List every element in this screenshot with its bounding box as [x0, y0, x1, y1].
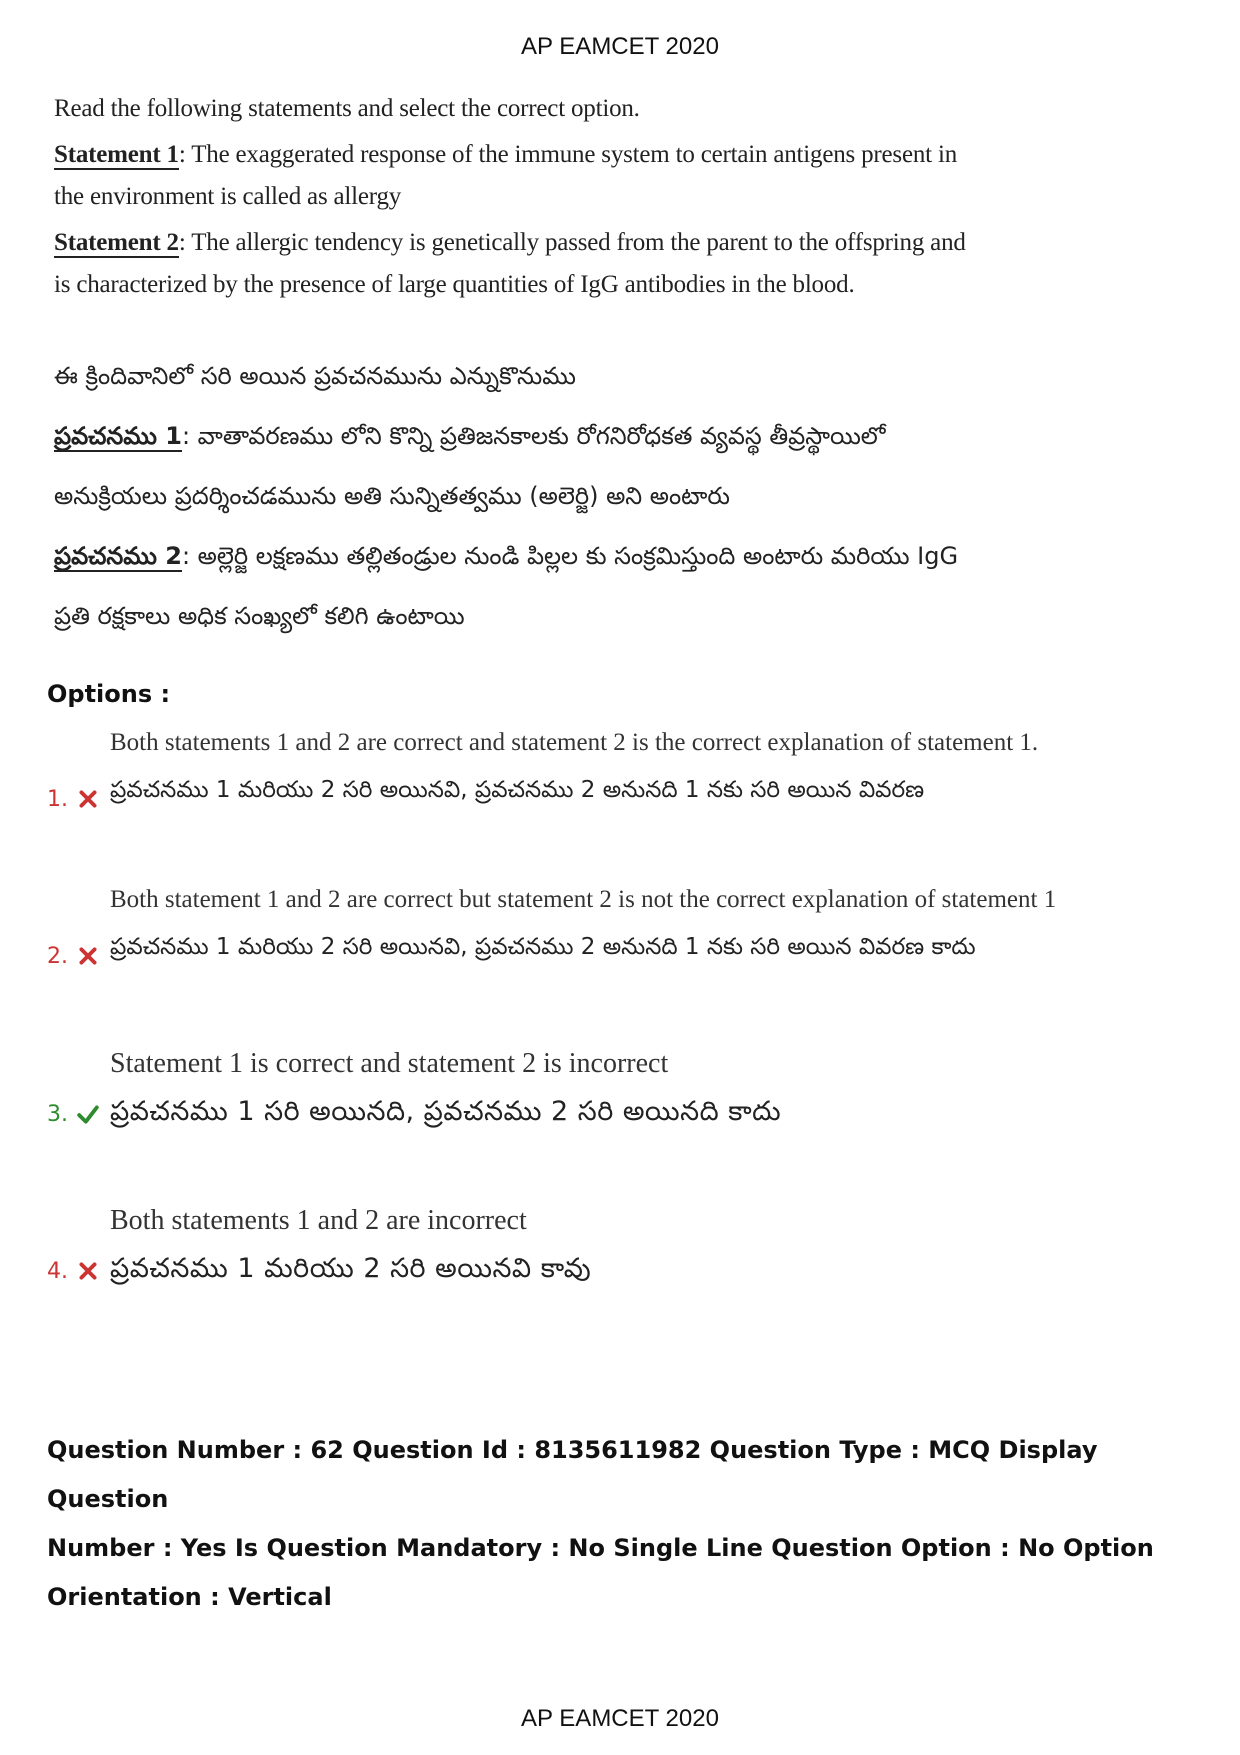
- page-footer: AP EAMCET 2020: [521, 1705, 719, 1732]
- option-3[interactable]: [47, 1040, 1047, 1160]
- question-metadata: [47, 1426, 1187, 1622]
- option-text-en: Both statements 1 and 2 are correct and statement 2 is the correct explanation of statement 1.: [110, 729, 1039, 756]
- option-text-en: Both statement 1 and 2 are correct but statement 2 is not the correct explanation of statement 1: [110, 886, 1057, 913]
- option-number: 2.: [47, 944, 68, 969]
- options-label: Options :: [47, 680, 171, 708]
- option-number: 1.: [47, 787, 68, 812]
- statement-2-en: [54, 222, 1014, 306]
- statement-1-te-cont: అనుక్రియలు ప్రదర్శించడమును అతి సున్నితత్వము (అలెర్జి) అని అంటారు: [54, 482, 730, 510]
- statement-2-te-cont: ప్రతి రక్షకాలు అధిక సంఖ్యలో కలిగి ఉంటాయి: [54, 602, 465, 630]
- option-text-en: Both statements 1 and 2 are incorrect: [110, 1205, 527, 1236]
- statement-2-text-b: is characterized by the presence of large quantities of IgG antibodies in the blood.: [54, 271, 855, 298]
- statement-2-label: Statement 2: [54, 229, 179, 256]
- cross-icon: [77, 788, 99, 810]
- te-statement-1-label: ప్రవచనము 1: [54, 422, 182, 450]
- option-text-te: ప్రవచనము 1 మరియు 2 సరి అయినవి, ప్రవచనము 2 అనునది 1 నకు సరి అయిన వివరణ: [110, 777, 925, 803]
- cross-icon: [77, 945, 99, 967]
- statement-1-text-a: : The exaggerated response of the immune system to certain antigens present in: [178, 141, 957, 168]
- statement-2-text-a: : The allergic tendency is genetically passed from the parent to the offspring and: [178, 229, 966, 256]
- instruction-te: ఈ క్రిందివానిలో సరి అయిన ప్రవచనమును ఎన్నుకొనుము: [54, 362, 576, 390]
- cross-icon: [77, 1260, 99, 1282]
- statement-1-te: [54, 406, 1014, 466]
- statement-2-te: [54, 526, 1014, 586]
- te-statement-2-text-a: : అల్లెర్జి లక్షణము తల్లితండ్రుల నుండి పిల్లల కు సంక్రమిస్తుంది అంటారు మరియు IgG: [181, 542, 959, 570]
- option-4[interactable]: [47, 1197, 1047, 1317]
- metadata-line-3: Orientation : Vertical: [47, 1583, 332, 1611]
- option-2[interactable]: [47, 882, 1057, 1002]
- te-statement-1-text-a: : వాతావరణము లోని కొన్ని ప్రతిజనకాలకు రోగనిరోధకత వ్యవస్థ తీవ్రస్థాయిలో: [181, 422, 886, 450]
- option-1[interactable]: [47, 725, 1047, 845]
- option-text-te: ప్రవచనము 1 మరియు 2 సరి అయినవి కావు: [110, 1253, 592, 1284]
- te-statement-2-label: ప్రవచనము 2: [54, 542, 182, 570]
- statement-1-label: Statement 1: [54, 141, 179, 168]
- page-header: AP EAMCET 2020: [521, 33, 719, 60]
- option-text-en: Statement 1 is correct and statement 2 is incorrect: [110, 1048, 669, 1079]
- option-number: 4.: [47, 1259, 68, 1284]
- statement-1-en: [54, 134, 1014, 218]
- statement-1-text-b: the environment is called as allergy: [54, 183, 402, 210]
- option-text-te: ప్రవచనము 1 మరియు 2 సరి అయినవి, ప్రవచనము 2 అనునది 1 నకు సరి అయిన వివరణ కాదు: [110, 934, 976, 960]
- metadata-line-2: Number : Yes Is Question Mandatory : No Single Line Question Option : No Option: [47, 1534, 1154, 1562]
- metadata-line-1: Question Number : 62 Question Id : 8135611982 Question Type : MCQ Display Question: [47, 1436, 1098, 1513]
- option-number: 3.: [47, 1102, 68, 1127]
- option-text-te: ప్రవచనము 1 సరి అయినది, ప్రవచనము 2 సరి అయినది కాదు: [110, 1096, 782, 1127]
- instruction-en: Read the following statements and select the correct option.: [54, 95, 640, 122]
- question-content: [54, 88, 1014, 646]
- check-icon: [77, 1103, 99, 1125]
